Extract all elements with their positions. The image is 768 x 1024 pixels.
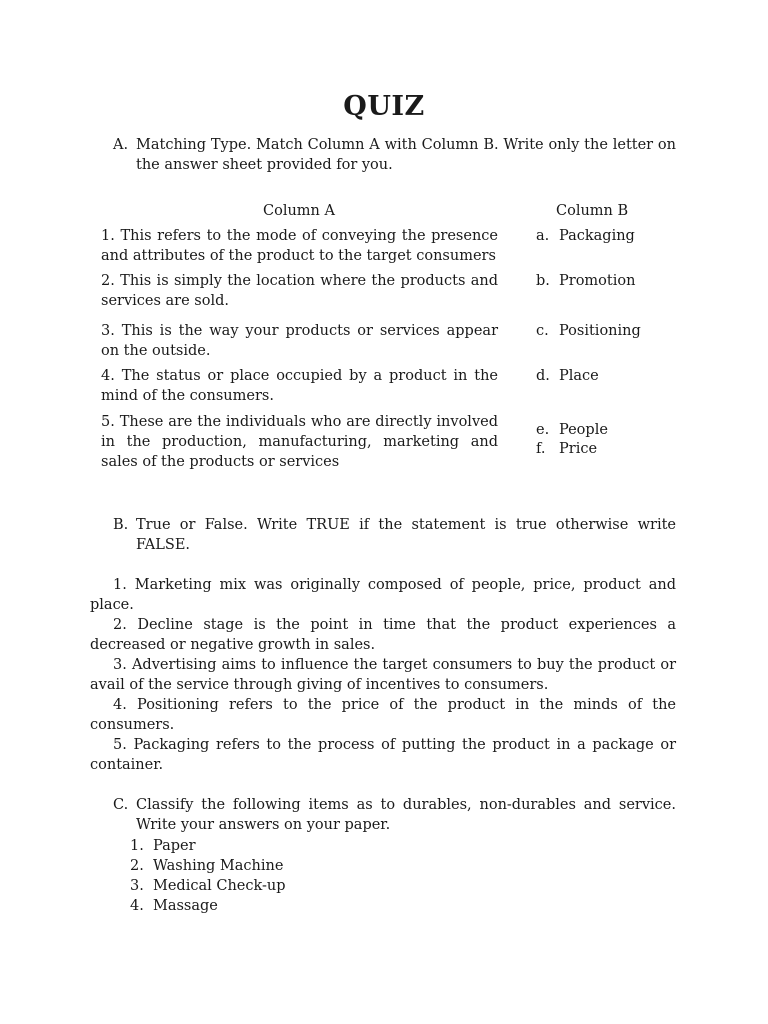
- column-b-letter: a.: [536, 228, 550, 244]
- item-number: 4.: [130, 898, 144, 914]
- item-text: Positioning refers to the price of the product in the minds of the: [137, 697, 677, 713]
- column-b-text: Price: [559, 441, 598, 457]
- item-text: Marketing mix was originally composed of people, price, product and: [134, 577, 676, 593]
- section-a-instruction: Matching Type. Match Column A with Column B. Write only the letter on the answer sheet provided for you.: [136, 137, 676, 173]
- item-number: 1.: [130, 838, 144, 854]
- item-number: 4.: [113, 697, 127, 713]
- item-continuation: avail of the service through giving of incentives to consumers.: [90, 677, 549, 693]
- item-text: Decline stage is the point in time that the product experiences a: [137, 617, 677, 633]
- item-text: Washing Machine: [153, 858, 284, 874]
- item-text: Massage: [153, 898, 218, 914]
- section-b-instruction: True or False. Write TRUE if the statement is true otherwise write FALSE.: [136, 517, 676, 553]
- column-b-text: Packaging: [559, 228, 635, 244]
- item-number: 1.: [113, 577, 127, 593]
- column-a-item: 5. These are the individuals who are directly involved in the production, manufacturing, marketing and sales of the products or services: [101, 414, 498, 470]
- column-b-letter: c.: [536, 323, 549, 339]
- item-continuation: container.: [90, 757, 164, 773]
- column-b-letter: b.: [536, 273, 550, 289]
- item-text: Paper: [153, 838, 196, 854]
- true-false-item: [90, 695, 676, 735]
- item-continuation: decreased or negative growth in sales.: [90, 637, 376, 653]
- item-number: 2.: [113, 617, 127, 633]
- section-c-label: C.: [113, 797, 129, 813]
- item-text: Packaging refers to the process of putting the product in a package or: [133, 737, 677, 753]
- column-a-header: Column A: [263, 203, 335, 219]
- page-title: QUIZ: [343, 91, 425, 122]
- item-number: 2.: [130, 858, 144, 874]
- item-continuation: consumers.: [90, 717, 175, 733]
- column-a-item: 4. The status or place occupied by a product in the mind of the consumers.: [101, 368, 498, 404]
- section-a-label: A.: [113, 137, 129, 153]
- true-false-item: [90, 655, 676, 695]
- column-b-letter: f.: [536, 441, 546, 457]
- column-a-item: 2. This is simply the location where the products and services are sold.: [101, 273, 498, 309]
- column-b-text: Promotion: [559, 273, 636, 289]
- item-text: Medical Check-up: [153, 878, 286, 894]
- true-false-item: [90, 615, 676, 655]
- column-b-header: Column B: [556, 203, 629, 219]
- item-continuation: place.: [90, 597, 134, 613]
- item-number: 5.: [113, 737, 127, 753]
- section-b-label: B.: [113, 517, 129, 533]
- item-text: Advertising aims to influence the target consumers to buy the product or: [131, 657, 676, 673]
- column-b-text: Place: [559, 368, 599, 384]
- column-b-text: Positioning: [559, 323, 641, 339]
- column-a-item: 3. This is the way your products or services appear on the outside.: [101, 323, 498, 359]
- column-a-item: 1. This refers to the mode of conveying the presence and attributes of the product to the target consumers: [101, 228, 498, 264]
- item-number: 3.: [113, 657, 127, 673]
- item-number: 3.: [130, 878, 144, 894]
- column-b-text: People: [559, 422, 608, 438]
- column-b-letter: d.: [536, 368, 550, 384]
- section-c-instruction: Classify the following items as to durables, non-durables and service. Write your answers on your paper.: [136, 797, 676, 833]
- true-false-item: [90, 575, 676, 615]
- column-b-letter: e.: [536, 422, 550, 438]
- true-false-item: [90, 735, 676, 775]
